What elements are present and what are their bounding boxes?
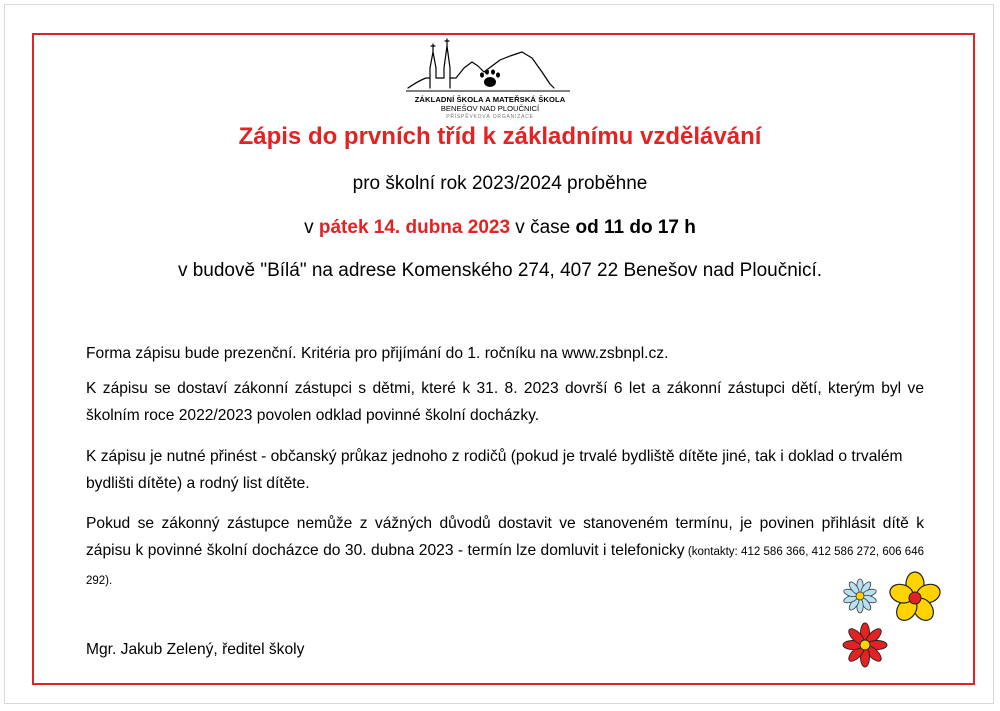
- signature: Mgr. Jakub Zelený, ředitel školy: [86, 641, 305, 658]
- enrollment-date: pátek 14. dubna 2023: [318, 217, 511, 238]
- logo-line-org-type: PŘÍSPĚVKOVÁ ORGANIZACE: [446, 114, 534, 120]
- paragraph-alternative-date: [86, 510, 924, 595]
- flower-blue-icon: [843, 579, 877, 613]
- contact-numbers: (kontakty: 412 586 366, 412 586 272, 606 646 292).: [86, 546, 924, 587]
- date-prefix: v: [304, 217, 319, 238]
- date-time-line: [0, 217, 1000, 239]
- logo-line-school-name: ZÁKLADNÍ ŠKOLA A MATEŘSKÁ ŠKOLA: [414, 95, 566, 104]
- time-prefix: v čase: [510, 217, 576, 238]
- flower-red-icon: [843, 623, 887, 667]
- paragraph-documents: K zápisu je nutné přinést - občanský průkaz jednoho z rodičů (pokud je trvalé bydliště dítěte jiné, tak i doklad o trvalém bydlišti dítěte) a rodný list dítěte.: [86, 448, 903, 492]
- school-year-line: pro školní rok 2023/2024 proběhne: [352, 173, 648, 194]
- alternative-date-text: Pokud se zákonný zástupce nemůže z vážných důvodů dostavit ve stanoveném termínu, je povinen přihlásit dítě k zápisu k povinné školní docházce do 30. dubna 2023 - termín lze domluvit i telefonicky: [86, 515, 924, 559]
- school-logo: [400, 38, 580, 130]
- flower-yellow-icon: [887, 572, 942, 624]
- paragraph-form: Forma zápisu bude prezenční. Kritéria pro přijímání do 1. ročníku na www.zsbnpl.cz.: [86, 345, 669, 362]
- page-title: Zápis do prvních tříd k základnímu vzdělávání: [238, 123, 762, 150]
- flowers-decoration: [836, 566, 948, 674]
- paragraph-attendees: K zápisu se dostaví zákonní zástupci s dětmi, které k 31. 8. 2023 dovrší 6 let a zákonní zástupci dětí, kterým byl ve školním roce 2022/2023 povolen odklad povinné školní docházky.: [86, 380, 924, 424]
- enrollment-time: od 11 do 17 h: [575, 217, 696, 238]
- logo-line-town: BENEŠOV NAD PLOUČNICÍ: [440, 104, 540, 113]
- location-line: v budově "Bílá" na adrese Komenského 274, 407 22 Benešov nad Ploučnicí.: [177, 260, 823, 281]
- school-logo-icon: [400, 38, 580, 94]
